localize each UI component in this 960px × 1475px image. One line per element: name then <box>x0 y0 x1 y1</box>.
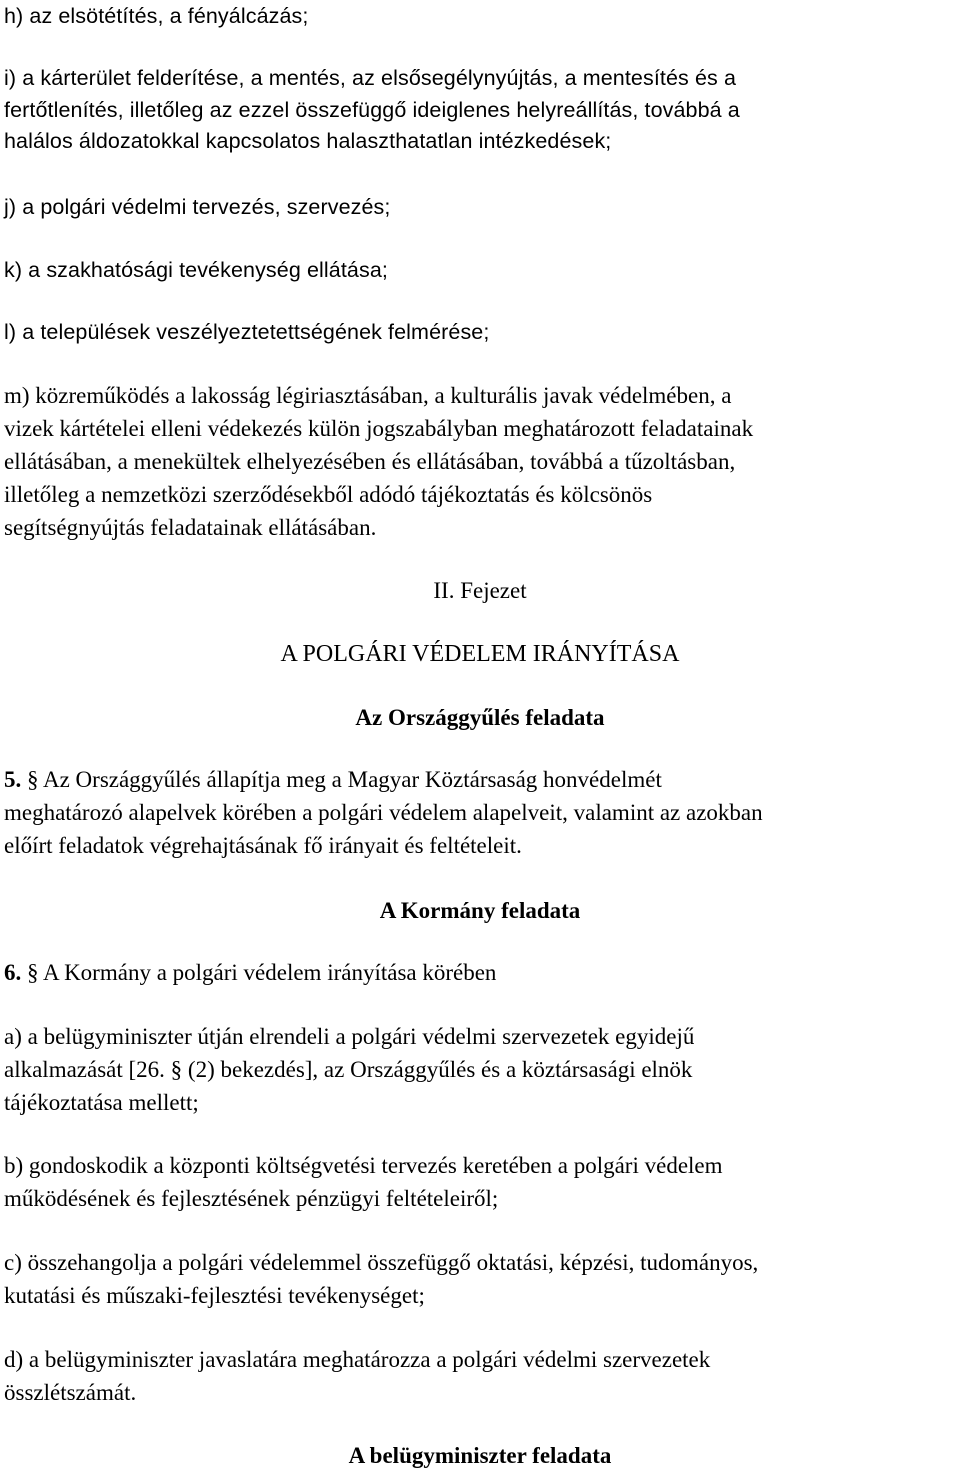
item-m-line-1: m) közreműködés a lakosság légiriasztásában, a kulturális javak védelmében, a <box>4 383 732 408</box>
item-d-line-1: d) a belügyminiszter javaslatára meghatározza a polgári védelmi szervezetek <box>4 1347 711 1372</box>
chapter-number: II. Fejezet <box>433 578 527 603</box>
item-d-line-2: összlétszámát. <box>4 1380 137 1405</box>
item-k-line-1: k) a szakhatósági tevékenység ellátása; <box>4 258 388 282</box>
section-6-intro <box>4 959 954 987</box>
section-6-heading: A Kormány feladata <box>379 898 581 923</box>
item-c-line-2: kutatási és műszaki-fejlesztési tevékenységet; <box>4 1283 425 1308</box>
section-5-line-1 <box>4 766 954 794</box>
item-b-line-1: b) gondoskodik a központi költségvetési tervezés keretében a polgári védelem <box>4 1153 723 1178</box>
item-j-line-1: j) a polgári védelmi tervezés, szervezés; <box>4 195 391 219</box>
section-5-heading: Az Országgyűlés feladata <box>355 705 605 730</box>
item-l-line-1: l) a települések veszélyeztetettségének felmérése; <box>4 320 490 344</box>
item-i-line-2: fertőtlenítés, illetőleg az ezzel összefüggő ideiglenes helyreállítás, továbbá a <box>4 98 740 122</box>
section-7-heading: A belügyminiszter feladata <box>348 1443 612 1468</box>
item-a-line-1: a) a belügyminiszter útján elrendeli a polgári védelmi szervezetek egyidejű <box>4 1024 695 1049</box>
item-m-line-4: illetőleg a nemzetközi szerződésekből adódó tájékoztatás és kölcsönös <box>4 482 653 507</box>
item-a-line-3: tájékoztatása mellett; <box>4 1090 199 1115</box>
item-h-line-1: h) az elsötétítés, a fényálcázás; <box>4 4 309 28</box>
section-5-line-2: meghatározó alapelvek körében a polgári védelem alapelveit, valamint az azokban <box>4 800 763 825</box>
item-a-line-2: alkalmazását [26. § (2) bekezdés], az Országgyűlés és a köztársasági elnök <box>4 1057 693 1082</box>
item-b-line-2: működésének és fejlesztésének pénzügyi feltételeiről; <box>4 1186 499 1211</box>
item-m-line-2: vizek kártételei elleni védekezés külön jogszabályban meghatározott feladatainak <box>4 416 754 441</box>
section-6-intro-text: § A Kormány a polgári védelem irányítása körében <box>27 960 497 985</box>
section-6-number: 6. <box>4 960 22 985</box>
section-5-number: 5. <box>4 767 22 792</box>
section-5-text: § Az Országgyűlés állapítja meg a Magyar Köztársaság honvédelmét <box>27 767 662 792</box>
item-c-line-1: c) összehangolja a polgári védelemmel összefüggő oktatási, képzési, tudományos, <box>4 1250 759 1275</box>
item-i-line-1: i) a kárterület felderítése, a mentés, az elsősegélynyújtás, a mentesítés és a <box>4 66 736 90</box>
item-i-line-3: halálos áldozatokkal kapcsolatos halaszthatatlan intézkedések; <box>4 129 612 153</box>
item-m-line-3: ellátásában, a menekültek elhelyezésében és ellátásában, továbbá a tűzoltásban, <box>4 449 736 474</box>
section-5-line-3: előírt feladatok végrehajtásának fő irányait és feltételeit. <box>4 833 522 858</box>
item-m-line-5: segítségnyújtás feladatainak ellátásában. <box>4 515 377 540</box>
chapter-title: A POLGÁRI VÉDELEM IRÁNYÍTÁSA <box>280 641 680 667</box>
